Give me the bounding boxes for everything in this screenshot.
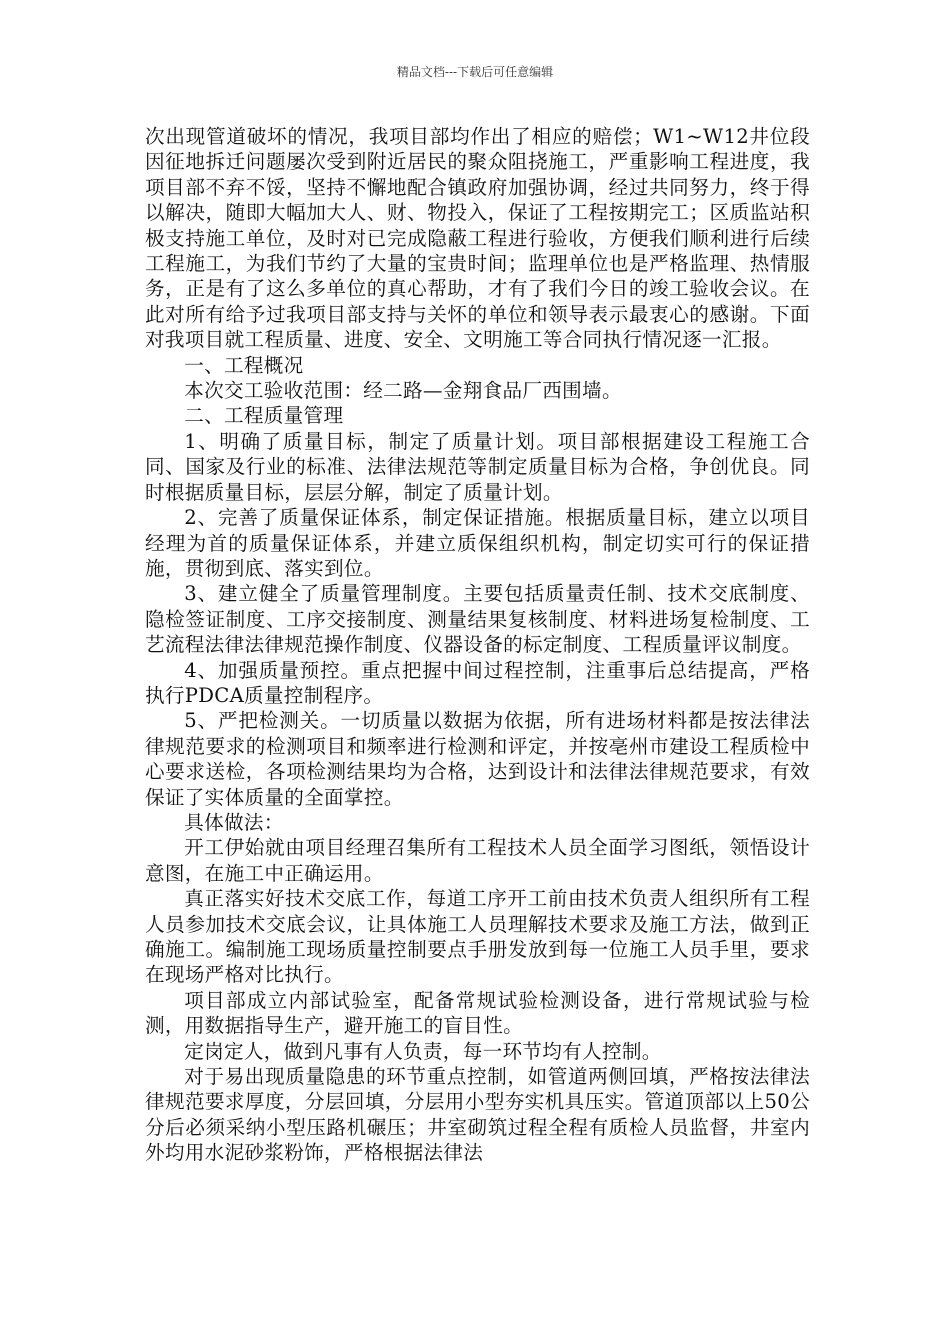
section-heading-project-overview: 一、工程概况 — [184, 353, 304, 377]
paragraph-quality-item-4: 4、加强质量预控。重点把握中间过程控制，注重事后总结提高，严格执行PDCA质量控制程序。 — [145, 658, 810, 707]
document-body — [145, 124, 810, 1166]
paragraph-method-key-control: 对于易出现质量隐患的环节重点控制，如管道两侧回填，严格按法律法律规范要求厚度，分层回填，分层用小型夯实机具压实。管道顶部以上50公分后必须采纳小型压路机碾压；井室砌筑过程全程有质检人员监督，井室内外均用水泥砂浆粉饰，严格根据法律法 — [145, 1065, 810, 1165]
paragraph-quality-item-2: 2、完善了质量保证体系，制定保证措施。根据质量目标，建立以项目经理为首的质量保证体系，并建立质保组织机构，制定切实可行的保证措施，贯彻到底、落实到位。 — [145, 506, 810, 580]
paragraph-quality-item-3: 3、建立健全了质量管理制度。主要包括质量责任制、技术交底制度、隐检签证制度、工序交接制度、测量结果复核制度、材料进场复检制度、工艺流程法律法律规范操作制度、仪器设备的标定制度、工程质量评议制度。 — [145, 582, 810, 657]
paragraph-method-internal-lab: 项目部成立内部试验室，配备常规试验检测设备，进行常规试验与检测，用数据指导生产，避开施工的盲目性。 — [145, 988, 810, 1038]
paragraph-specific-methods-heading: 具体做法： — [184, 810, 284, 834]
paragraph-method-assigned-roles: 定岗定人，做到凡事有人负责，每一环节均有人控制。 — [184, 1039, 662, 1063]
paragraph-acceptance-scope: 本次交工验收范围：经二路—金翔食品厂西围墙。 — [184, 379, 622, 403]
paragraph-method-study-drawings: 开工伊始就由项目经理召集所有工程技术人员全面学习图纸，领悟设计意图，在施工中正确运用。 — [145, 836, 810, 885]
page-header: 精品文档---下载后可任意编辑 — [396, 65, 554, 79]
section-heading-quality-management: 二、工程质量管理 — [184, 404, 344, 428]
paragraph-continuation: 次出现管道破坏的情况，我项目部均作出了相应的赔偿；W1~W12井位段因征地拆迁问题屡次受到附近居民的聚众阻挠施工，严重影响工程进度，我项目部不弃不馁，坚持不懈地配合镇政府加强协调，经过共同努力，终于得以解决，随即大幅加大人、财、物投入，保证了工程按期完工；区质监站积极支持施工单位，及时对已完成隐蔽工程进行验收，方便我们顺利进行后续工程施工，为我们节约了大量的宝贵时间；监理单位也是严格监理、热情服务，正是有了这么多单位的真心帮助，才有了我们今日的竣工验收会议。在此对所有给予过我项目部支持与关怀的单位和领导表示最衷心的感谢。下面对我项目就工程质量、进度、安全、文明施工等合同执行情况逐一汇报。 — [145, 125, 810, 352]
paragraph-quality-item-1: 1、明确了质量目标，制定了质量计划。项目部根据建设工程施工合同、国家及行业的标准、法律法规范等制定质量目标为合格，争创优良。同时根据质量目标，层层分解，制定了质量计划。 — [145, 429, 810, 504]
paragraph-method-technical-briefing: 真正落实好技术交底工作，每道工序开工前由技术负责人组织所有工程人员参加技术交底会议，让具体施工人员理解技术要求及施工方法，做到正确施工。编制施工现场质量控制要点手册发放到每一位施工人员手里，要求在现场严格对比执行。 — [145, 887, 810, 987]
paragraph-quality-item-5: 5、严把检测关。一切质量以数据为依据，所有进场材料都是按法律法律规范要求的检测项目和频率进行检测和评定，并按亳州市建设工程质检中心要求送检，各项检测结果均为合格，达到设计和法律法律规范要求，有效保证了实体质量的全面掌控。 — [145, 709, 810, 809]
